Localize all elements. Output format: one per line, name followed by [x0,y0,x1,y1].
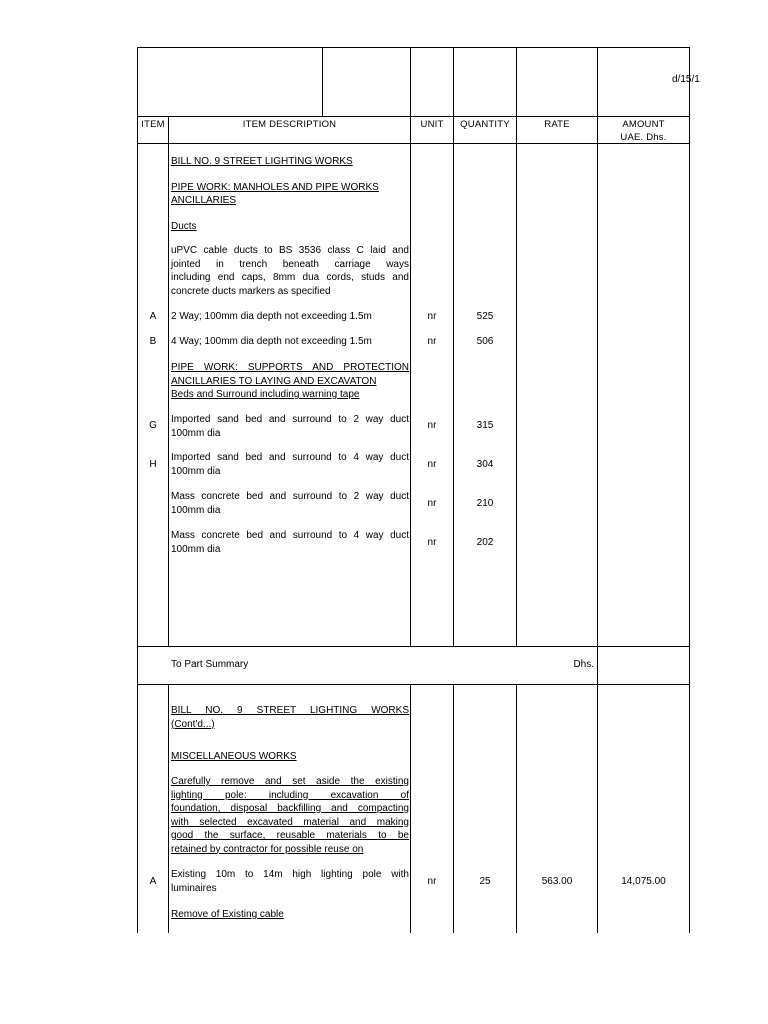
to-part-summary: To Part Summary [171,659,249,670]
bill-title-line: BILL NO. 9 STREET LIGHTING WORKS [171,705,409,716]
misc-desc-line: retained by contractor for possible reuse on [171,843,364,855]
rule-summary-top [137,646,689,647]
rule-qty-col-2 [453,684,454,933]
row-description [171,451,409,478]
header-amount: AMOUNT [622,119,665,130]
row-rate: 563.00 [541,876,573,887]
bill-title-line [171,718,409,732]
row-desc-line: Imported sand bed and surround to 2 way duct [171,414,409,425]
row-quantity: 304 [476,459,494,470]
page-reference: d/15/1 [672,74,700,85]
row-item: A [149,311,157,322]
row-amount: 14,075.00 [621,876,666,887]
row-unit: nr [427,336,437,347]
rule-item-col [168,116,169,646]
row-desc-line: Imported sand bed and surround to 4 way duct [171,452,409,463]
row-quantity: 506 [476,336,494,347]
row-unit: nr [427,311,437,322]
header-description: ITEM DESCRIPTION [242,119,337,130]
supports-title [171,361,409,402]
row-item: H [149,459,157,470]
row-unit: nr [427,498,437,509]
rule-right [689,47,690,933]
row-quantity: 210 [476,498,494,509]
row-unit: nr [427,459,437,470]
pipe-work-title: PIPE WORK: MANHOLES AND PIPE WORKS [171,182,379,193]
row-quantity: 25 [479,876,491,887]
row-quantity: 315 [476,420,494,431]
summary-currency: Dhs. [573,659,594,670]
misc-desc-line: lighting pole: including excavation of [171,789,409,801]
row-desc-line: 100mm dia [171,465,221,477]
row-desc-line: 100mm dia [171,543,221,555]
misc-desc-line: foundation, disposal backfilling and compacting [171,803,409,814]
rule-left [137,47,138,933]
rule-title-split [322,47,323,116]
row-desc-line: Existing 10m to 14m high lighting pole with [171,869,409,880]
ducts-title: Ducts [171,221,197,232]
row-description [171,490,409,517]
rule-rate-col-2 [516,684,517,933]
rule-unit-col-2 [410,684,411,933]
bill-title-cont: (Cont'd...) [171,718,215,730]
row-desc-line: 100mm dia [171,504,221,516]
misc-desc-line: Carefully remove and set aside the existing [171,776,409,787]
rule-header-top [137,116,689,117]
ducts-desc-line: jointed in trench beneath carriage ways [171,258,409,270]
row-description [171,529,409,556]
header-amount-currency: UAE. Dhs. [620,132,667,143]
misc-desc-line: good the surface, reusable materials to be [171,830,409,841]
row-quantity: 525 [476,311,494,322]
row-unit: nr [427,537,437,548]
row-description: 2 Way; 100mm dia depth not exceeding 1.5m [171,311,372,322]
bill-title: BILL NO. 9 STREET LIGHTING WORKS [171,156,353,167]
ducts-description [171,244,409,298]
row-desc-line: Mass concrete bed and surround to 2 way duct [171,491,409,502]
supports-subtitle: Beds and Surround including warning tape [171,389,360,400]
header-item: ITEM [141,119,165,130]
row-desc-line: luminaires [171,882,217,894]
misc-desc-line: with selected excavated material and making [171,816,409,828]
row-description: 4 Way; 100mm dia depth not exceeding 1.5m [171,336,372,347]
rule-summary-bottom [137,684,689,685]
supports-title-line: ANCILLARIES TO LAYING AND EXCAVATON [171,375,377,387]
row-unit: nr [427,420,437,431]
row-unit: nr [427,876,437,887]
bill-title-continued [171,704,409,731]
ducts-desc-line: including end caps, 8mm dua cords, studs and [171,272,409,283]
supports-title-line: PIPE WORK: SUPPORTS AND PROTECTION [171,362,409,373]
row-description [171,413,409,440]
rule-top [137,47,689,48]
row-item: G [149,420,157,431]
row-item: B [149,336,157,347]
header-rate: RATE [544,119,570,130]
header-unit: UNIT [420,119,444,130]
header-quantity: QUANTITY [460,119,510,130]
pipe-work-title-2: ANCILLARIES [171,195,237,206]
row-desc-line: Mass concrete bed and surround to 4 way duct [171,530,409,541]
ducts-desc-line: uPVC cable ducts to BS 3536 class C laid and [171,245,409,256]
row-quantity: 202 [476,537,494,548]
rule-item-col-2 [168,684,169,933]
remove-cable-title: Remove of Existing cable [171,909,284,920]
rule-rate-col [516,47,517,646]
rule-amount-col [597,47,598,933]
ducts-desc-line: concrete ducts markers as specified [171,285,331,297]
row-desc-line: 100mm dia [171,427,221,439]
misc-description [171,775,409,856]
misc-works-title: MISCELLANEOUS WORKS [171,751,297,762]
row-description [171,868,409,895]
row-item: A [149,876,157,887]
